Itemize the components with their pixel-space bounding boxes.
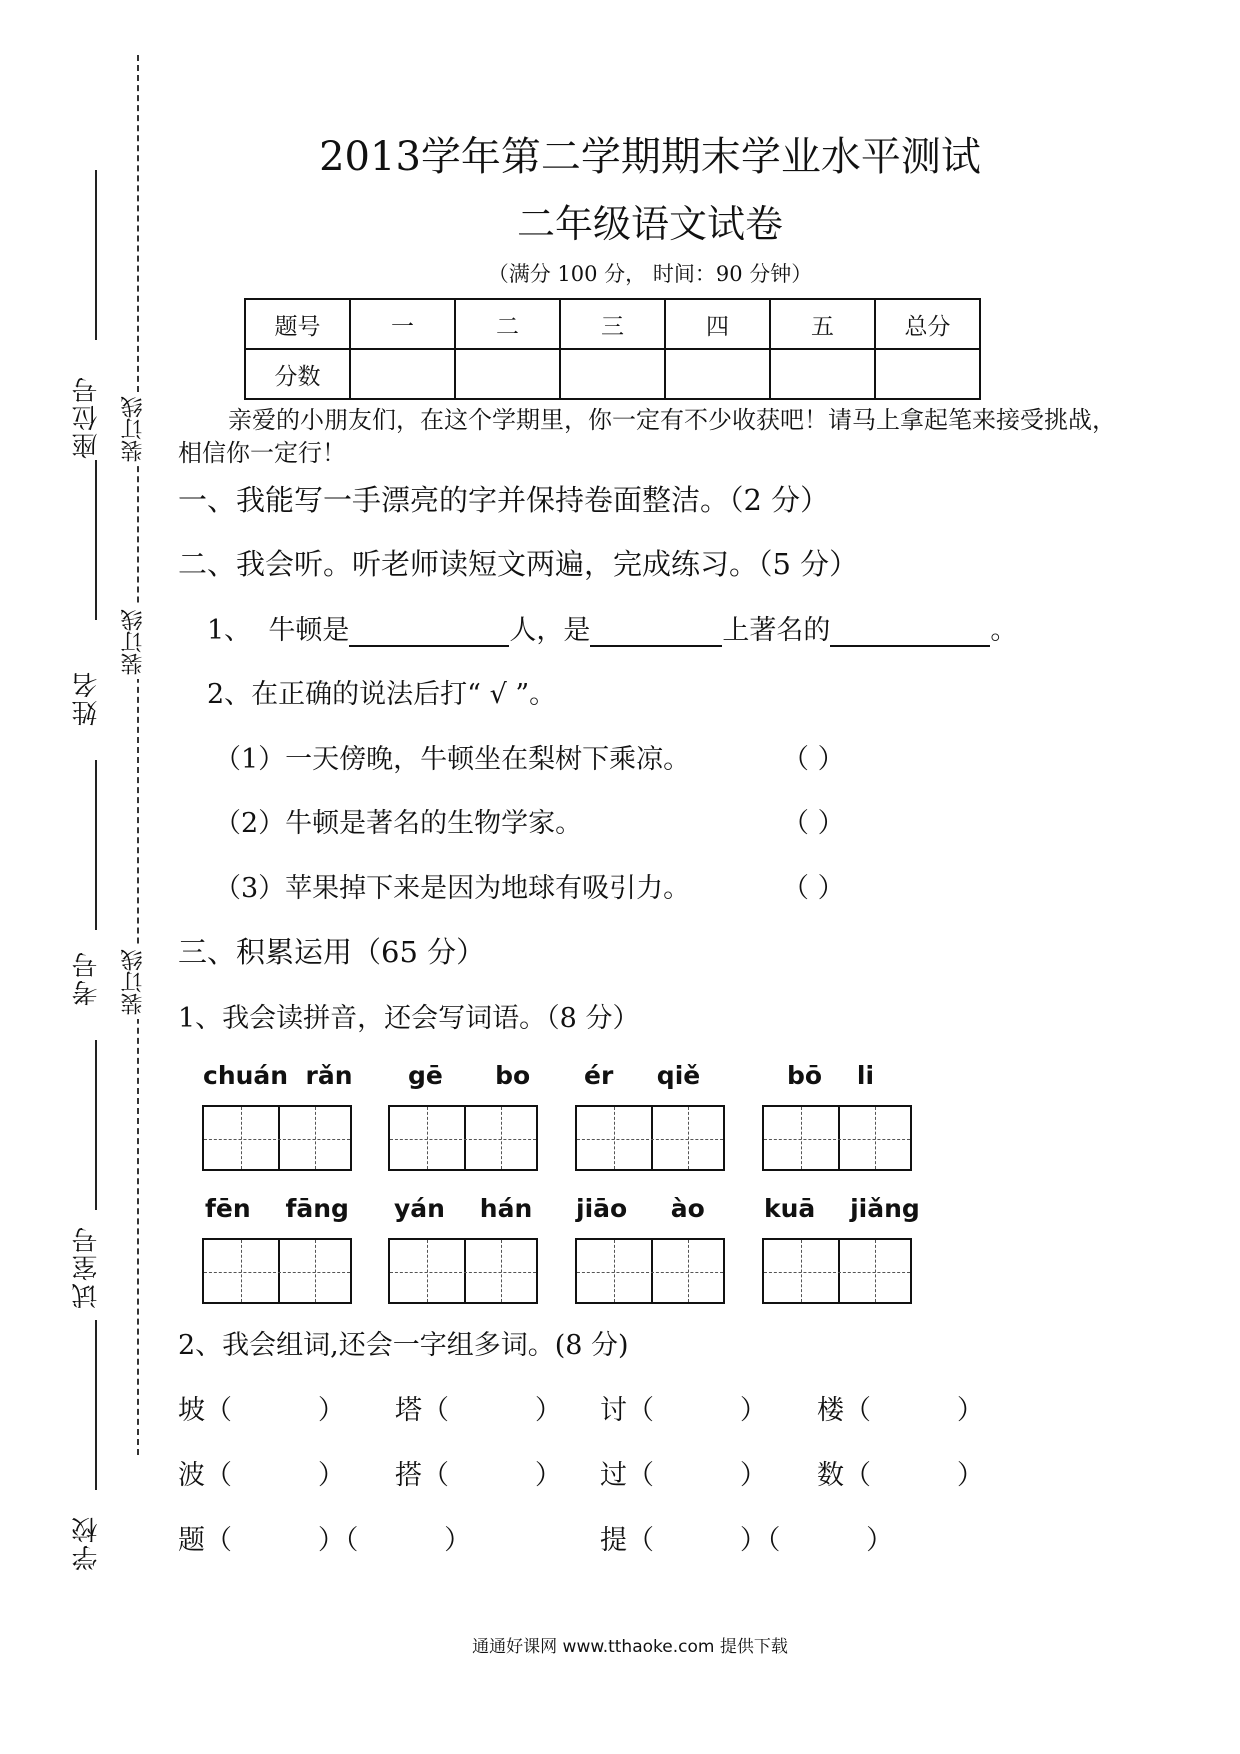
score-table-header-row [245,299,980,349]
score-cell: 四 [665,299,770,349]
score-input-cell[interactable] [875,349,980,399]
question-3-2: 2、我会组词,还会一字组多词。(8 分) [178,1330,629,1361]
score-cell: 一 [350,299,455,349]
tianzige-box[interactable] [762,1105,912,1171]
section-3-title: 三、积累运用（65 分） [178,935,486,969]
score-input-cell[interactable] [770,349,875,399]
answer-blank[interactable] [830,617,990,647]
word-group-item[interactable]: 数（ ） [817,1460,984,1491]
section-1-title: 一、我能写一手漂亮的字并保持卷面整洁。（2 分） [178,483,830,517]
tianzige-box[interactable] [762,1238,912,1304]
word-group-item[interactable]: 塔（ ） [395,1395,562,1426]
judge-answer-1[interactable]: （ ） [782,744,845,775]
exam-info: （满分 100 分， 时间：90 分钟） [487,262,813,286]
intro-line-1: 亲爱的小朋友们，在这个学期里，你一定有不少收获吧！请马上拿起笔来接受挑战， [228,406,1116,434]
word-group-item[interactable]: 搭（ ） [395,1460,562,1491]
exam-subtitle: 二年级语文试卷 [516,202,783,246]
section-2-title: 二、我会听。听老师读短文两遍，完成练习。（5 分） [178,547,859,581]
q2-1-text-d: 。 [990,615,1018,646]
bind-line-label-1: 装订线 [118,392,149,466]
pinyin-label: fēn fāng [205,1194,349,1223]
page-footer: 通通好课网 www.tthaoke.com 提供下载 [472,1637,788,1657]
word-group-item[interactable]: 坡（ ） [178,1395,345,1426]
bind-line-label-3: 装订线 [118,945,149,1019]
word-group-item[interactable]: 讨（ ） [600,1395,767,1426]
score-input-cell[interactable] [350,349,455,399]
pinyin-label: chuán rǎn [203,1061,353,1090]
word-group-item[interactable]: 楼（ ） [817,1395,984,1426]
word-group-item[interactable]: 题（ ）（ ） [178,1525,472,1556]
name-label: 姓名 [72,670,102,726]
question-2-2: 2、在正确的说法后打“ √ ”。 [207,679,557,710]
question-3-1: 1、我会读拼音，还会写词语。（8 分） [178,1003,640,1034]
tianzige-box[interactable] [388,1105,538,1171]
score-table [244,298,981,400]
answer-blank[interactable] [349,617,509,647]
exam-no-rule [95,760,97,930]
school-label: 学校 [72,1515,102,1571]
bind-line-label-2: 装订线 [118,605,149,679]
tianzige-box[interactable] [388,1238,538,1304]
room-label: 试室号 [72,1225,102,1309]
pinyin-label: kuā jiǎng [764,1194,920,1223]
score-cell: 五 [770,299,875,349]
judge-item-2: （2）牛顿是著名的生物学家。 [214,808,583,839]
room-rule [95,1040,97,1210]
answer-blank[interactable] [590,617,722,647]
judge-item-1: （1）一天傍晚，牛顿坐在梨树下乘凉。 [214,744,691,775]
name-rule [95,460,97,620]
seat-label: 座位号 [72,375,102,459]
word-group-item[interactable]: 波（ ） [178,1460,345,1491]
intro-line-2: 相信你一定行！ [178,439,346,467]
score-cell: 总分 [875,299,980,349]
word-group-item[interactable]: 提（ ）（ ） [600,1525,894,1556]
word-group-item[interactable]: 过（ ） [600,1460,767,1491]
pinyin-label: gē bo [408,1061,531,1090]
judge-answer-3[interactable]: （ ） [782,873,845,904]
score-cell: 题号 [245,299,350,349]
pinyin-label: yán hán [394,1194,533,1223]
score-input-cell[interactable] [455,349,560,399]
tianzige-box[interactable] [202,1238,352,1304]
pinyin-label: jiāo ào [576,1194,705,1223]
score-row-label: 分数 [245,349,350,399]
score-input-cell[interactable] [560,349,665,399]
question-2-1 [207,608,1017,647]
school-rule [95,1320,97,1490]
pinyin-label: ér qiě [584,1061,701,1090]
exam-title: 2013学年第二学期期末学业水平测试 [319,134,981,180]
tianzige-box[interactable] [575,1238,725,1304]
score-cell: 三 [560,299,665,349]
score-input-cell[interactable] [665,349,770,399]
score-table-score-row [245,349,980,399]
pinyin-label: bō li [787,1061,875,1090]
tianzige-box[interactable] [202,1105,352,1171]
q2-1-text-c: 上著名的 [722,615,831,646]
tianzige-box[interactable] [575,1105,725,1171]
judge-item-3: （3）苹果掉下来是因为地球有吸引力。 [214,873,691,904]
score-cell: 二 [455,299,560,349]
q2-1-text-a: 牛顿是 [268,615,350,646]
judge-answer-2[interactable]: （ ） [782,808,845,839]
exam-no-label: 考号 [72,950,102,1006]
q2-1-text-b: 人，是 [509,615,591,646]
q2-1-num: 1、 [207,615,252,646]
